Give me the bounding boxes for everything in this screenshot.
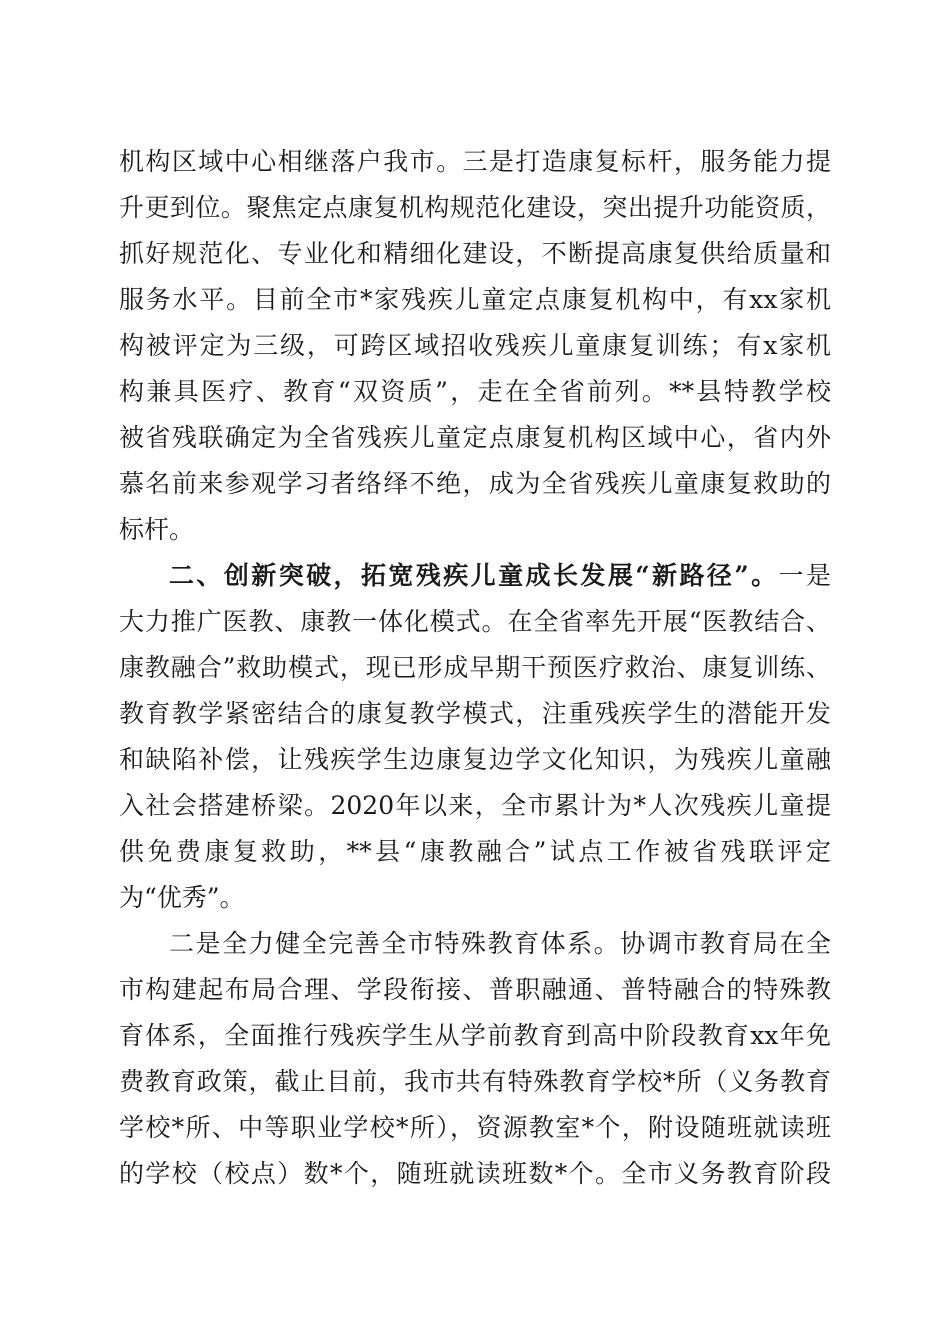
- text-line: 机构区域中心相继落户我市。三是打造康复标杆，服务能力提: [119, 147, 831, 176]
- text-line: 供免费康复救助，**县“康教融合”试点工作被省残联评定: [119, 837, 831, 866]
- text-line: 标杆。: [119, 515, 195, 544]
- text-line: 费教育政策，截止目前，我市共有特殊教育学校*所（义务教育: [119, 1067, 831, 1096]
- text-line: 教育教学紧密结合的康复教学模式，注重残疾学生的潜能开发: [119, 699, 831, 728]
- text-line: 育体系，全面推行残疾学生从学前教育到高中阶段教育xx年免: [119, 1021, 831, 1050]
- section-heading: 二、创新突破，拓宽残疾儿童成长发展“新路径”。: [169, 561, 779, 590]
- text-line: 市构建起布局合理、学段衔接、普职融通、普特融合的特殊教: [119, 975, 831, 1004]
- text-line: 抓好规范化、专业化和精细化建设，不断提高康复供给质量和: [119, 239, 831, 268]
- text-line: 被省残联确定为全省残疾儿童定点康复机构区域中心，省内外: [119, 423, 831, 452]
- heading-line-rest: 一是: [778, 561, 831, 590]
- text-line: 慕名前来参观学习者络绎不绝，成为全省残疾儿童康复救助的: [119, 469, 831, 498]
- text-line: 二是全力健全完善全市特殊教育体系。协调市教育局在全: [169, 929, 831, 958]
- text-line: 的学校（校点）数*个，随班就读班数*个。全市义务教育阶段: [119, 1159, 831, 1188]
- text-line: 升更到位。聚焦定点康复机构规范化建设，突出提升功能资质，: [119, 193, 831, 222]
- text-line: 康教融合”救助模式，现已形成早期干预医疗救治、康复训练、: [119, 653, 831, 682]
- text-line: 为“优秀”。: [119, 883, 245, 912]
- text-line: 构兼具医疗、教育“双资质”，走在全省前列。**县特教学校: [119, 377, 831, 406]
- text-line: 构被评定为三级，可跨区域招收残疾儿童康复训练；有x家机: [119, 331, 831, 360]
- text-line: 服务水平。目前全市*家残疾儿童定点康复机构中，有xx家机: [119, 285, 831, 314]
- text-line: 大力推广医教、康教一体化模式。在全省率先开展“医教结合、: [119, 607, 831, 636]
- section-heading-line: [169, 556, 831, 596]
- text-line: 和缺陷补偿，让残疾学生边康复边学文化知识，为残疾儿童融: [119, 745, 831, 774]
- text-line: 入社会搭建桥梁。2020年以来，全市累计为*人次残疾儿童提: [119, 791, 831, 820]
- text-line: 学校*所、中等职业学校*所），资源教室*个，附设随班就读班: [119, 1113, 831, 1142]
